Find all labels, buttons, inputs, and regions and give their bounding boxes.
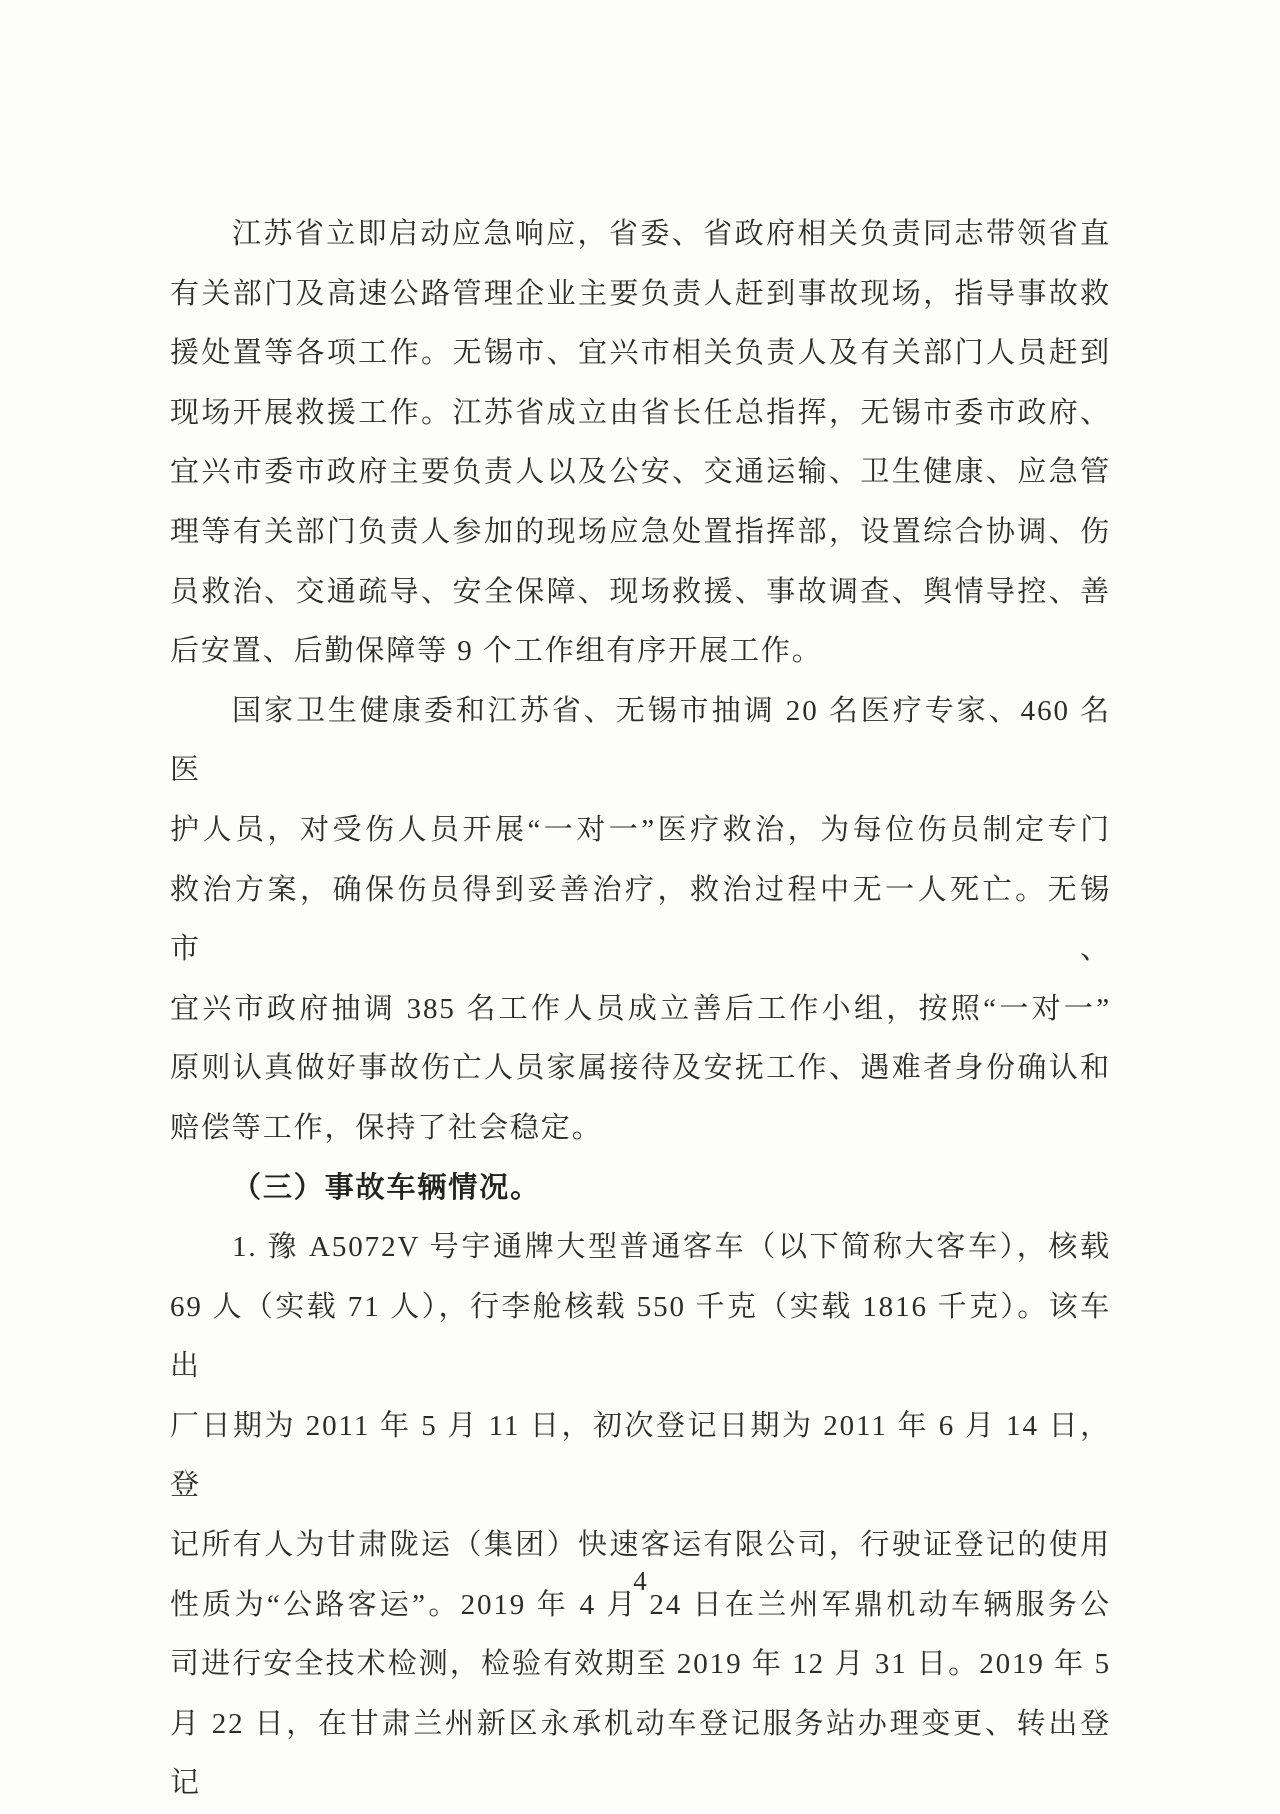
page-number: 4 xyxy=(633,1566,647,1596)
text-line: 宜兴市委市政府主要负责人以及公安、交通运输、卫生健康、应急管 xyxy=(170,456,1111,489)
text-line: （三）事故车辆情况。 xyxy=(232,1171,542,1204)
text-line: 理等有关部门负责人参加的现场应急处置指挥部，设置综合协调、伤 xyxy=(170,515,1111,548)
text-line: 宜兴市政府抽调 385 名工作人员成立善后工作小组，按照“一对一” xyxy=(170,992,1111,1025)
text-line: 月 22 日，在甘肃兰州新区永承机动车登记服务站办理变更、转出登记 xyxy=(170,1707,1111,1800)
text-line: 后安置、后勤保障等 9 个工作组有序开展工作。 xyxy=(170,635,823,668)
text-line: 护人员，对受伤人员开展“一对一”医疗救治，为每位伤员制定专门 xyxy=(170,813,1111,846)
text-line: 员救治、交通疏导、安全保障、现场救援、事故调查、舆情导控、善 xyxy=(170,575,1111,608)
text-line: 性质为“公路客运”。2019 年 4 月 24 日在兰州军鼎机动车辆服务公 xyxy=(170,1588,1111,1621)
text-line: 援处置等各项工作。无锡市、宜兴市相关负责人及有关部门人员赶到 xyxy=(170,337,1111,370)
text-line: 有关部门及高速公路管理企业主要负责人赶到事故现场，指导事故救 xyxy=(170,277,1111,310)
text-line: 69 人（实载 71 人），行李舱核载 550 千克（实载 1816 千克）。该车出 xyxy=(170,1290,1111,1383)
text-line: 厂日期为 2011 年 5 月 11 日，初次登记日期为 2011 年 6 月 14 日，登 xyxy=(170,1409,1111,1502)
text-line: 记所有人为甘肃陇运（集团）快速客运有限公司，行驶证登记的使用 xyxy=(170,1529,1111,1562)
text-line: 1. 豫 A5072V 号宇通牌大型普通客车（以下简称大客车），核载 xyxy=(232,1231,1111,1264)
text-line: 江苏省立即启动应急响应，省委、省政府相关负责同志带领省直 xyxy=(232,218,1111,250)
text-line: 救治方案，确保伤员得到妥善治疗，救治过程中无一人死亡。无锡市、 xyxy=(170,873,1111,966)
text-line: 司进行安全技术检测，检验有效期至 2019 年 12 月 31 日。2019 年 5 xyxy=(170,1648,1111,1681)
text-line: 国家卫生健康委和江苏省、无锡市抽调 20 名医疗专家、460 名医 xyxy=(170,694,1111,787)
text-line: 现场开展救援工作。江苏省成立由省长任总指挥，无锡市委市政府、 xyxy=(170,396,1111,429)
text-line: 赔偿等工作，保持了社会稳定。 xyxy=(170,1111,603,1144)
text-line: 原则认真做好事故伤亡人员家属接待及安抚工作、遇难者身份确认和 xyxy=(170,1052,1111,1085)
